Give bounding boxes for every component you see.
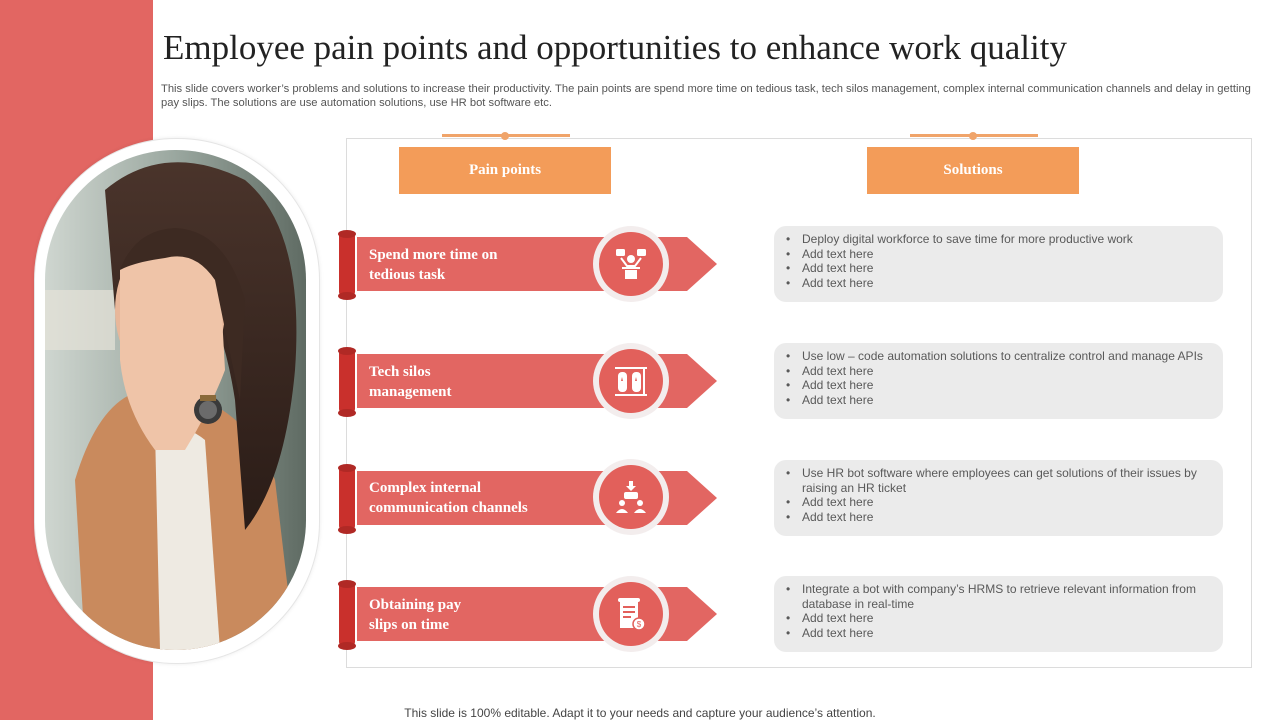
solutions-header-dot: [969, 132, 977, 140]
stressed-woman-photo: [45, 150, 306, 650]
solution-item: • Add text here: [802, 261, 1213, 276]
ribbon-roll: [337, 345, 357, 417]
pain-points-header: Pain points: [399, 147, 611, 194]
slide-subtitle: This slide covers worker’s problems and solutions to increase their productivity. The pain points are spend more time on tedious task, tech silos management, complex internal communication channels and delay in getting pay slips. The solutions are use automation solutions, use HR bot software etc.: [161, 83, 1251, 109]
solution-box: [774, 226, 1223, 302]
icon-circle: [593, 226, 669, 302]
solution-item: • Add text here: [802, 626, 1213, 641]
ribbon-roll: [337, 578, 357, 650]
solution-item: • Use low – code automation solutions to centralize control and manage APIs: [802, 349, 1213, 364]
solution-item: • Add text here: [802, 510, 1213, 525]
solution-box: [774, 343, 1223, 419]
solution-item: • Add text here: [802, 495, 1213, 510]
pain-label: Complex internal communication channels: [369, 480, 528, 516]
pay-slip-icon: [613, 596, 649, 632]
stressed-worker-icon: [613, 246, 649, 282]
ribbon-roll: [337, 228, 357, 300]
pain-label: Obtaining pay slips on time: [369, 597, 462, 633]
pain-label: Tech silos management: [369, 364, 452, 400]
solution-item: • Integrate a bot with company’s HRMS to retrieve relevant information from database in real-time: [802, 582, 1213, 611]
solution-item: • Add text here: [802, 276, 1213, 291]
slide-title: Employee pain points and opportunities to enhance work quality: [163, 28, 1067, 67]
solution-item: • Deploy digital workforce to save time for more productive work: [802, 232, 1213, 247]
team-communication-icon: [613, 479, 649, 515]
solution-box: [774, 576, 1223, 652]
pain-label: Spend more time on tedious task: [369, 247, 498, 283]
solution-item: • Add text here: [802, 364, 1213, 379]
solutions-header: Solutions: [867, 147, 1079, 194]
solution-box: [774, 460, 1223, 536]
solution-item: • Add text here: [802, 393, 1213, 408]
icon-circle: [593, 576, 669, 652]
solution-item: • Use HR bot software where employees can get solutions of their issues by raising an HR ticket: [802, 466, 1213, 495]
pain-header-dot: [501, 132, 509, 140]
icon-circle: [593, 343, 669, 419]
solution-item: • Add text here: [802, 611, 1213, 626]
svg-text:$: $: [636, 620, 642, 629]
solution-item: • Add text here: [802, 378, 1213, 393]
solution-item: • Add text here: [802, 247, 1213, 262]
footer-note: This slide is 100% editable. Adapt it to your needs and capture your audience’s attention.: [404, 706, 876, 720]
silos-icon: [613, 363, 649, 399]
icon-circle: [593, 459, 669, 535]
ribbon-roll: [337, 462, 357, 534]
